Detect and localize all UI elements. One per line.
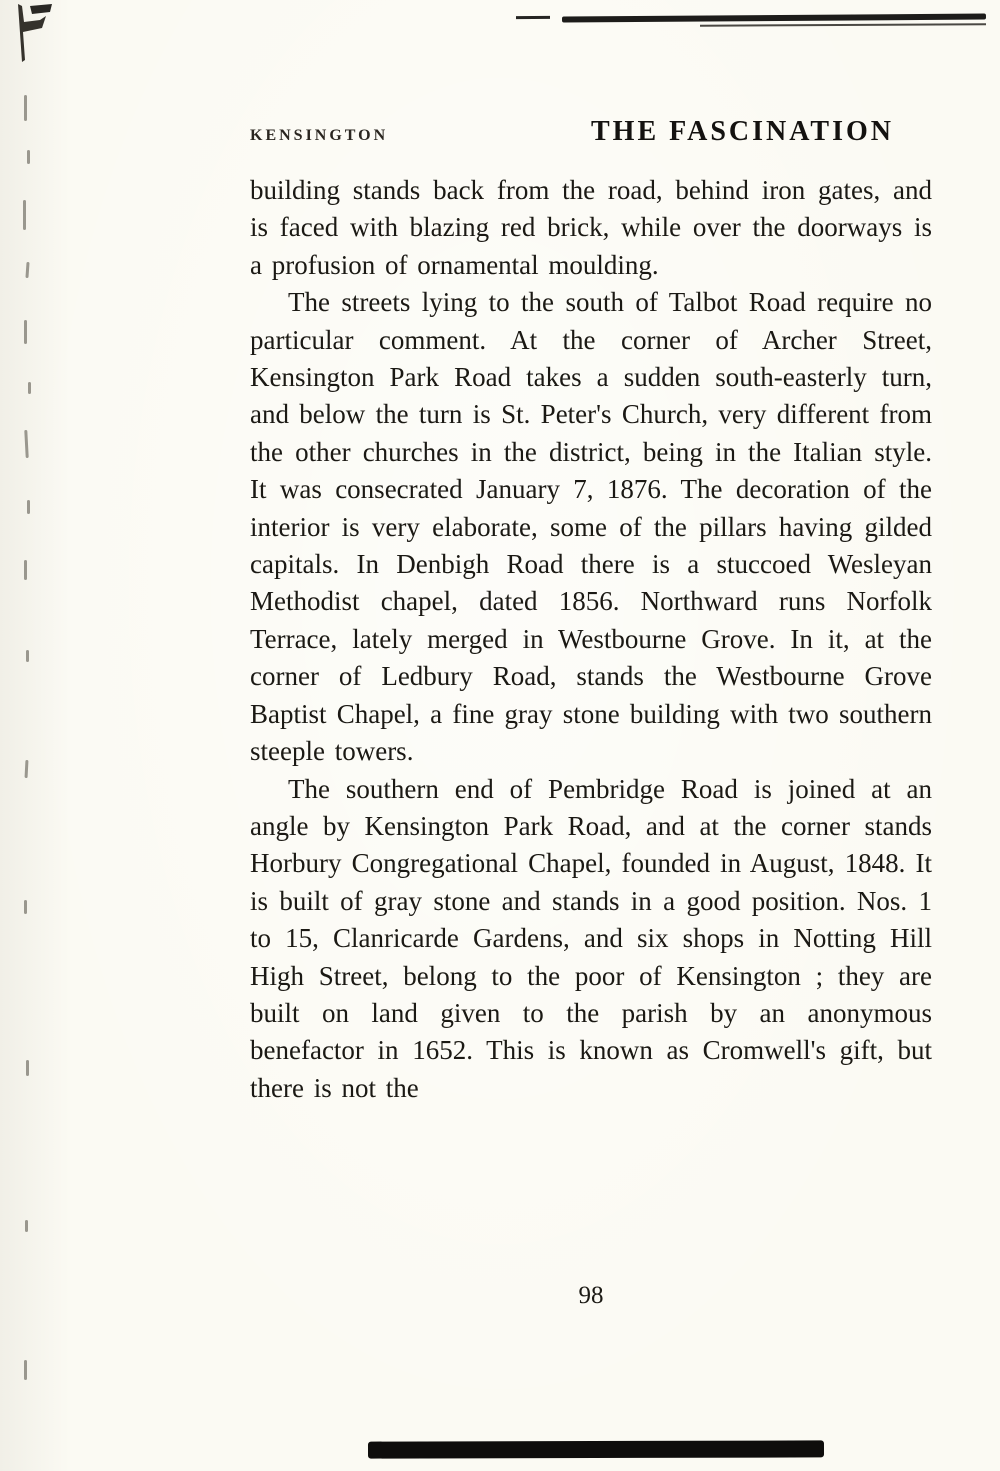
- scan-artifact-edge-mark: [26, 1060, 29, 1076]
- scan-artifact-corner-mark: [12, 2, 60, 66]
- paragraph: building stands back from the road, behind iron gates, and is faced with blazing red brick, while over the doorways is a profusion of ornamental moulding.: [250, 175, 932, 280]
- scan-artifact-top-rule-thin: [700, 23, 986, 26]
- body-text: [250, 172, 932, 1107]
- scan-artifact-edge-mark: [27, 500, 30, 514]
- scan-artifact-top-dash: [516, 16, 550, 19]
- page-header: [250, 116, 932, 148]
- page-number: 98: [578, 1282, 604, 1309]
- scan-artifact-edge-mark: [25, 262, 29, 278]
- scan-artifact-top-rule: [562, 14, 986, 23]
- scan-artifact-edge-mark: [24, 560, 27, 580]
- scan-artifact-edge-mark: [24, 320, 27, 344]
- paragraph: The southern end of Pembridge Road is joined at an angle by Kensington Park Road, and at the corner stands Horbury Congregational Chapel, founded in August, 1848. It is built of gray stone and stands in a good position. Nos. 1 to 15, Clanricarde Gardens, and six shops in Notting Hill High Street, belong to the poor of Kensington ; they are built on land given to the parish by an anonymous benefactor in 1652. This is known as Cromwell's gift, but there is not the: [250, 773, 932, 1103]
- page-title: THE FASCINATION: [590, 116, 894, 147]
- running-head: KENSINGTON: [250, 127, 389, 144]
- scan-artifact-edge-mark: [23, 200, 26, 230]
- scan-artifact-edge-mark: [24, 95, 27, 121]
- scan-artifact-edge-mark: [27, 150, 30, 164]
- scan-artifact-edge-mark: [25, 760, 29, 778]
- scan-artifact-edge-mark: [25, 1220, 28, 1232]
- paragraph: The streets lying to the south of Talbot Road require no particular comment. At the corner of Archer Street, Kensington Park Road takes a sudden south-easterly turn, and below the turn is St. Peter's Church, very different from the other churches in the district, being in the Italian style. It was consecrated January 7, 1876. The decoration of the interior is very elaborate, some of the pillars having gilded capitals. In Denbigh Road there is a stuccoed Wesleyan Methodist chapel, dated 1856. Northward runs Norfolk Terrace, lately merged in Westbourne Grove. In it, at the corner of Ledbury Road, stands the Westbourne Grove Baptist Chapel, a fine gray stone building with two southern steeple towers.: [250, 287, 932, 767]
- scan-artifact-edge-mark: [24, 900, 27, 914]
- scan-artifact-edge-mark: [24, 1360, 27, 1380]
- scan-artifact-edge-mark: [24, 430, 28, 458]
- scan-artifact-edge-mark: [28, 382, 31, 394]
- scan-artifact-edge-mark: [26, 650, 29, 662]
- scan-artifact-bottom-bar: [368, 1440, 824, 1458]
